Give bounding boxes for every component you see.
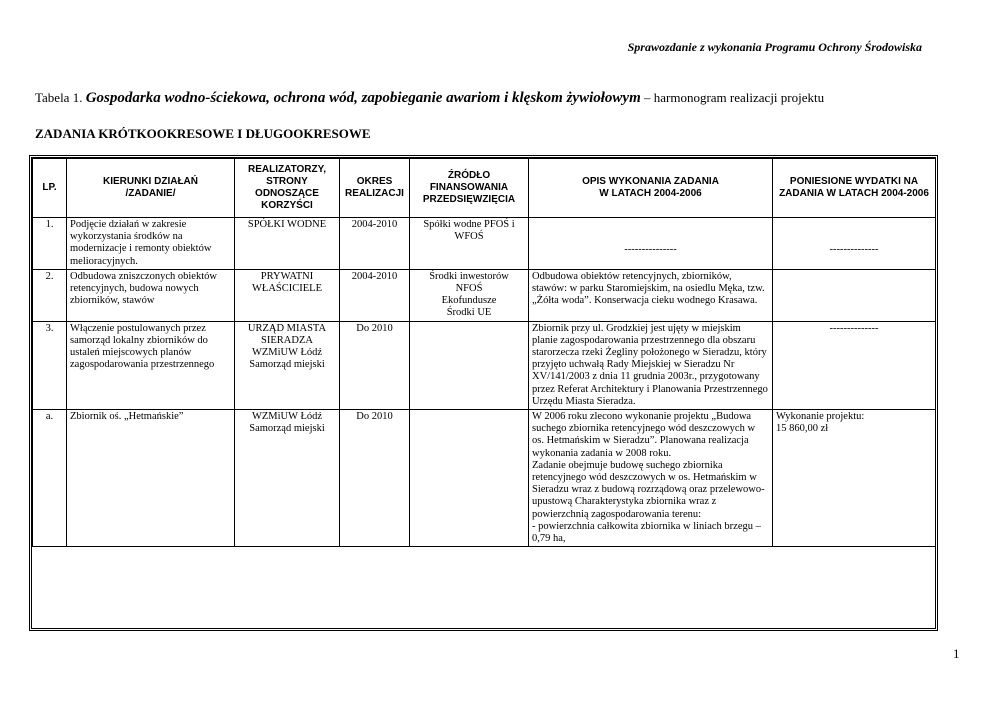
cell-wydatki — [773, 269, 936, 321]
schedule-table-frame — [29, 155, 938, 631]
cell-zrodlo: Spółki wodne PFOŚ i WFOŚ — [410, 218, 529, 270]
cell-lp: 2. — [33, 269, 67, 321]
cell-realizatorzy: WZMiUW Łódź Samorząd miejski — [235, 410, 340, 547]
cell-opis: Odbudowa obiektów retencyjnych, zbiorników, stawów: w parku Staromiejskim, na osiedlu Męka, tzw. „Żółta woda”. Konserwacja cieku wodnego Krasawa. — [529, 269, 773, 321]
cell-lp: 3. — [33, 321, 67, 409]
page-number: 1 — [953, 646, 960, 661]
header-zrodlo: ŹRÓDŁO FINANSOWANIA PRZEDSIĘWZIĘCIA — [410, 159, 529, 218]
header-realizatorzy: REALIZATORZY, STRONY ODNOSZĄCE KORZYŚCI — [235, 159, 340, 218]
cell-lp: 1. — [33, 218, 67, 270]
schedule-table — [32, 158, 936, 547]
caption-title: Gospodarka wodno-ściekowa, ochrona wód, zapobieganie awariom i klęskom żywiołowym — [85, 90, 641, 106]
cell-okres: Do 2010 — [340, 410, 410, 547]
cell-zrodlo — [410, 321, 529, 409]
cell-opis: --------------- — [529, 218, 773, 270]
table-row — [33, 321, 936, 409]
table-row — [33, 218, 936, 270]
header-opis: OPIS WYKONANIA ZADANIA W LATACH 2004-2006 — [529, 159, 773, 218]
table-header-row — [33, 159, 936, 218]
cell-lp: a. — [33, 410, 67, 547]
cell-zadanie: Włączenie postulowanych przez samorząd lokalny zbiorników do ustaleń miejscowych planów zagospodarowania przestrzennego — [67, 321, 235, 409]
table-caption — [35, 90, 824, 107]
cell-opis: W 2006 roku zlecono wykonanie projektu „Budowa suchego zbiornika retencyjnego wód deszczowych w os. Hetmańskim w Sieradzu”. Planowana realizacja wykonania zadania w 2008 roku. Zadanie obejmuje budowę suchego zbiornika retencyjnego wód deszczowych w os. Hetmańskim w Sieradzu wraz z budową rozrządową oraz przelewowo-upustową Charakterystyka zbiornika wraz z powierzchnią zagospodarowania terenu: - powierzchnia całkowita zbiornika w liniach brzegu – 0,79 ha, — [529, 410, 773, 547]
cell-okres: 2004-2010 — [340, 269, 410, 321]
document-header-note: Sprawozdanie z wykonania Programu Ochrony Środowiska — [627, 40, 922, 54]
cell-opis: Zbiornik przy ul. Grodzkiej jest ujęty w miejskim planie zagospodarowania przestrzennego dla obszaru starorzecza rzeki Żegliny położonego w Sieradzu, który przyjęto uchwałą Rady Miejskiej w Sieradzu Nr XV/141/2003 z dnia 11 grudnia 2003r., przygotowany przez Referat Architektury i Planowania Przestrzennego Urzędu Miasta Sieradza. — [529, 321, 773, 409]
cell-okres: Do 2010 — [340, 321, 410, 409]
table-row — [33, 410, 936, 547]
cell-zadanie: Podjęcie działań w zakresie wykorzystania środków na modernizacje i remonty obiektów melioracyjnych. — [67, 218, 235, 270]
header-kierunki: KIERUNKI DZIAŁAŃ /ZADANIE/ — [67, 159, 235, 218]
cell-zadanie: Odbudowa zniszczonych obiektów retencyjnych, budowa nowych zbiorników, stawów — [67, 269, 235, 321]
cell-wydatki: -------------- — [773, 321, 936, 409]
cell-zrodlo — [410, 410, 529, 547]
header-wydatki: PONIESIONE WYDATKI NA ZADANIA W LATACH 2004-2006 — [773, 159, 936, 218]
section-title: ZADANIA KRÓTKOOKRESOWE I DŁUGOOKRESOWE — [35, 126, 371, 141]
caption-suffix: – harmonogram realizacji projektu — [640, 90, 825, 105]
cell-okres: 2004-2010 — [340, 218, 410, 270]
cell-wydatki: -------------- — [773, 218, 936, 270]
table-row — [33, 269, 936, 321]
cell-zadanie: Zbiornik oś. „Hetmańskie” — [67, 410, 235, 547]
caption-prefix: Tabela 1. — [35, 90, 86, 105]
header-okres: OKRES REALIZACJI — [340, 159, 410, 218]
cell-realizatorzy: URZĄD MIASTA SIERADZA WZMiUW Łódź Samorząd miejski — [235, 321, 340, 409]
cell-realizatorzy: PRYWATNI WŁAŚCICIELE — [235, 269, 340, 321]
cell-realizatorzy: SPÓŁKI WODNE — [235, 218, 340, 270]
cell-zrodlo: Środki inwestorów NFOŚ Ekofundusze Środki UE — [410, 269, 529, 321]
header-lp: LP. — [33, 159, 67, 218]
cell-wydatki: Wykonanie projektu: 15 860,00 zł — [773, 410, 936, 547]
